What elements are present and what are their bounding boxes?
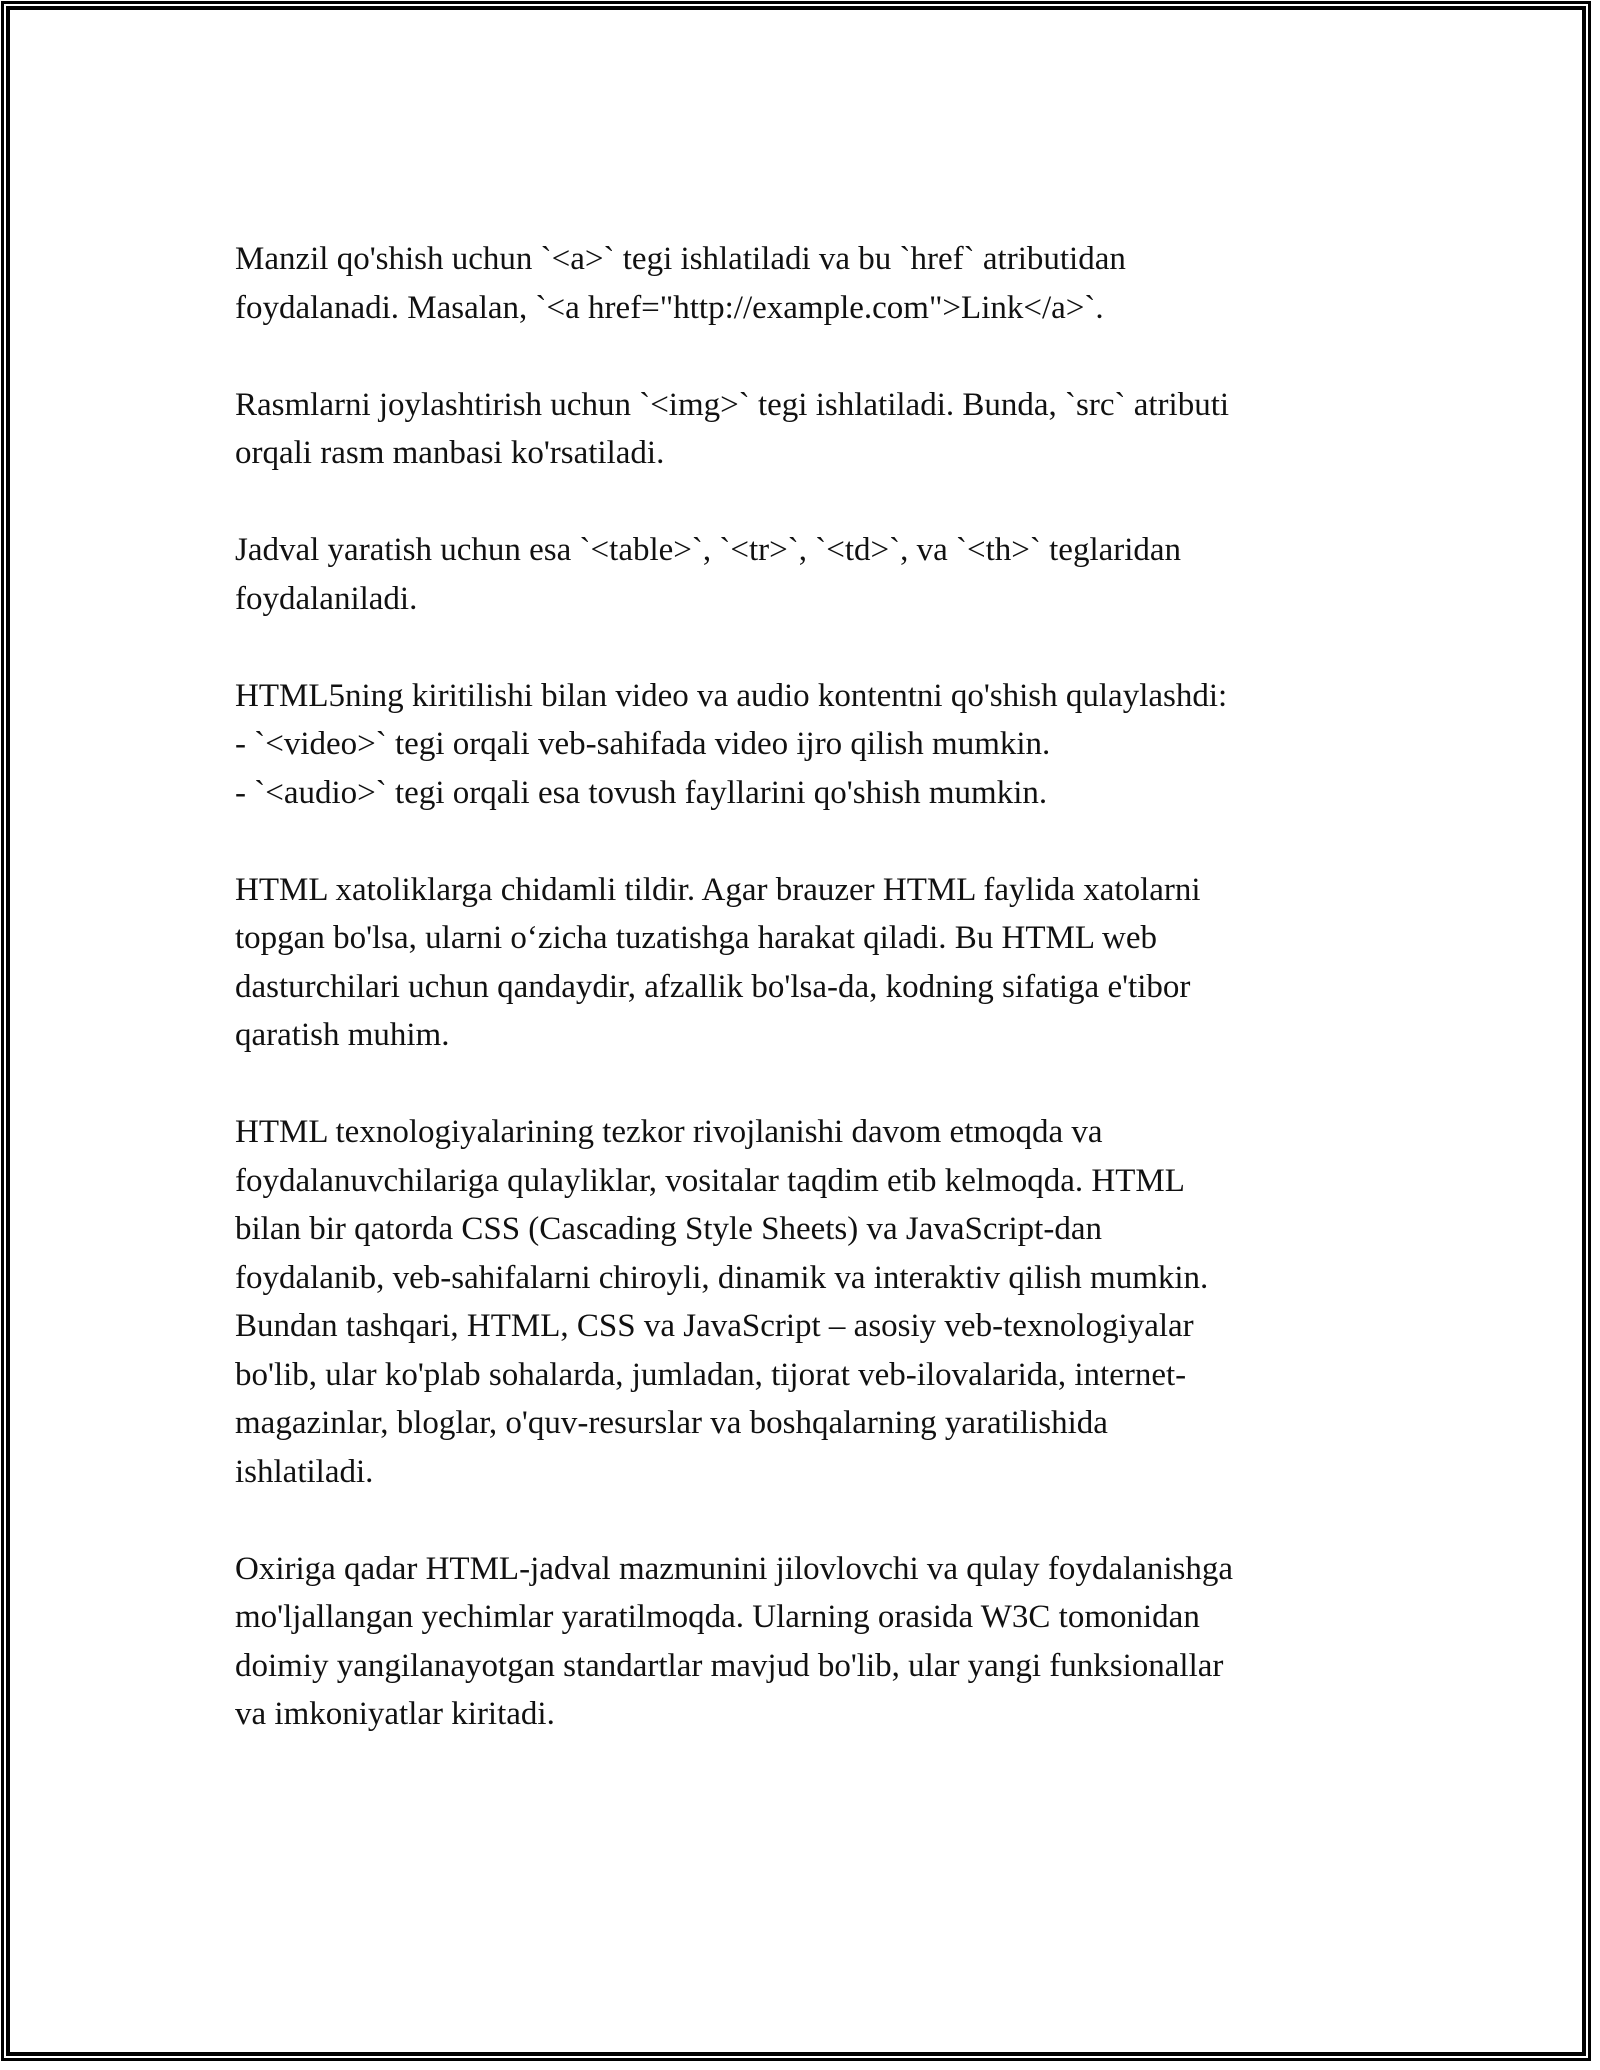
list-item-audio: - `<audio>` tegi orqali esa tovush fayllarini qo'shish mumkin. (235, 774, 1048, 811)
text-line: Manzil qo'shish uchun `<a>` tegi ishlatiladi va bu `href` atributidan (235, 241, 1126, 277)
paragraph-web-technologies (235, 1108, 1355, 1496)
text-line: Oxiriga qadar HTML-jadval mazmunini jilovlovchi va qulay foydalanishga (235, 1550, 1233, 1587)
text-line: bilan bir qatorda CSS (Cascading Style Sheets) va JavaScript-dan (235, 1211, 1102, 1247)
text-line: Jadval yaratish uchun esa `<table>`, `<tr>`, `<td>`, va `<th>` teglaridan (235, 532, 1182, 568)
paragraph-links (235, 235, 1355, 332)
text-line: HTML texnologiyalarining tezkor rivojlanishi davom etmoqda va (235, 1114, 1103, 1150)
text-line: qaratish muhim. (235, 1017, 450, 1053)
text-line: foydalanuvchilariga qulayliklar, vositalar taqdim etib kelmoqda. HTML (235, 1162, 1185, 1199)
text-line: dasturchilari uchun qandaydir, afzallik bo'lsa-da, kodning sifatiga e'tibor (235, 968, 1191, 1005)
text-line: foydalanib, veb-sahifalarni chiroyli, dinamik va interaktiv qilish mumkin. (235, 1259, 1209, 1296)
text-line: Rasmlarni joylashtirish uchun `<img>` tegi ishlatiladi. Bunda, `src` atributi (235, 386, 1230, 423)
text-line: mo'ljallangan yechimlar yaratilmoqda. Ularning orasida W3C tomonidan (235, 1599, 1200, 1635)
document-body (235, 235, 1355, 1787)
text-line: Bundan tashqari, HTML, CSS va JavaScript – asosiy veb-texnologiyalar (235, 1308, 1194, 1344)
text-line: doimiy yangilanayotgan standartlar mavjud bo'lib, ular yangi funksionallar (235, 1647, 1224, 1684)
list-item-video: - `<video>` tegi orqali veb-sahifada video ijro qilish mumkin. (235, 726, 1051, 762)
text-line: ishlatiladi. (235, 1453, 374, 1490)
text-line: va imkoniyatlar kiritadi. (235, 1696, 555, 1732)
paragraph-error-tolerance (235, 866, 1355, 1060)
paragraph-html5-media (235, 672, 1355, 818)
text-line: HTML xatoliklarga chidamli tildir. Agar brauzer HTML faylida xatolarni (235, 871, 1201, 908)
text-line: HTML5ning kiritilishi bilan video va audio kontentni qo'shish qulaylashdi: (235, 677, 1228, 714)
text-line: bo'lib, ular ko'plab sohalarda, jumladan, tijorat veb-ilovalarida, internet- (235, 1356, 1187, 1393)
text-line: foydalaniladi. (235, 580, 418, 617)
text-line: magazinlar, bloglar, o'quv-resurslar va boshqalarning yaratilishida (235, 1405, 1108, 1441)
text-line: orqali rasm manbasi ko'rsatiladi. (235, 435, 665, 471)
paragraph-images (235, 381, 1355, 478)
paragraph-tables (235, 526, 1355, 623)
text-line: topgan bo'lsa, ularni o‘zicha tuzatishga harakat qiladi. Bu HTML web (235, 920, 1158, 956)
paragraph-standards (235, 1545, 1355, 1739)
text-line: foydalanadi. Masalan, `<a href="http://example.com">Link</a>`. (235, 289, 1104, 326)
